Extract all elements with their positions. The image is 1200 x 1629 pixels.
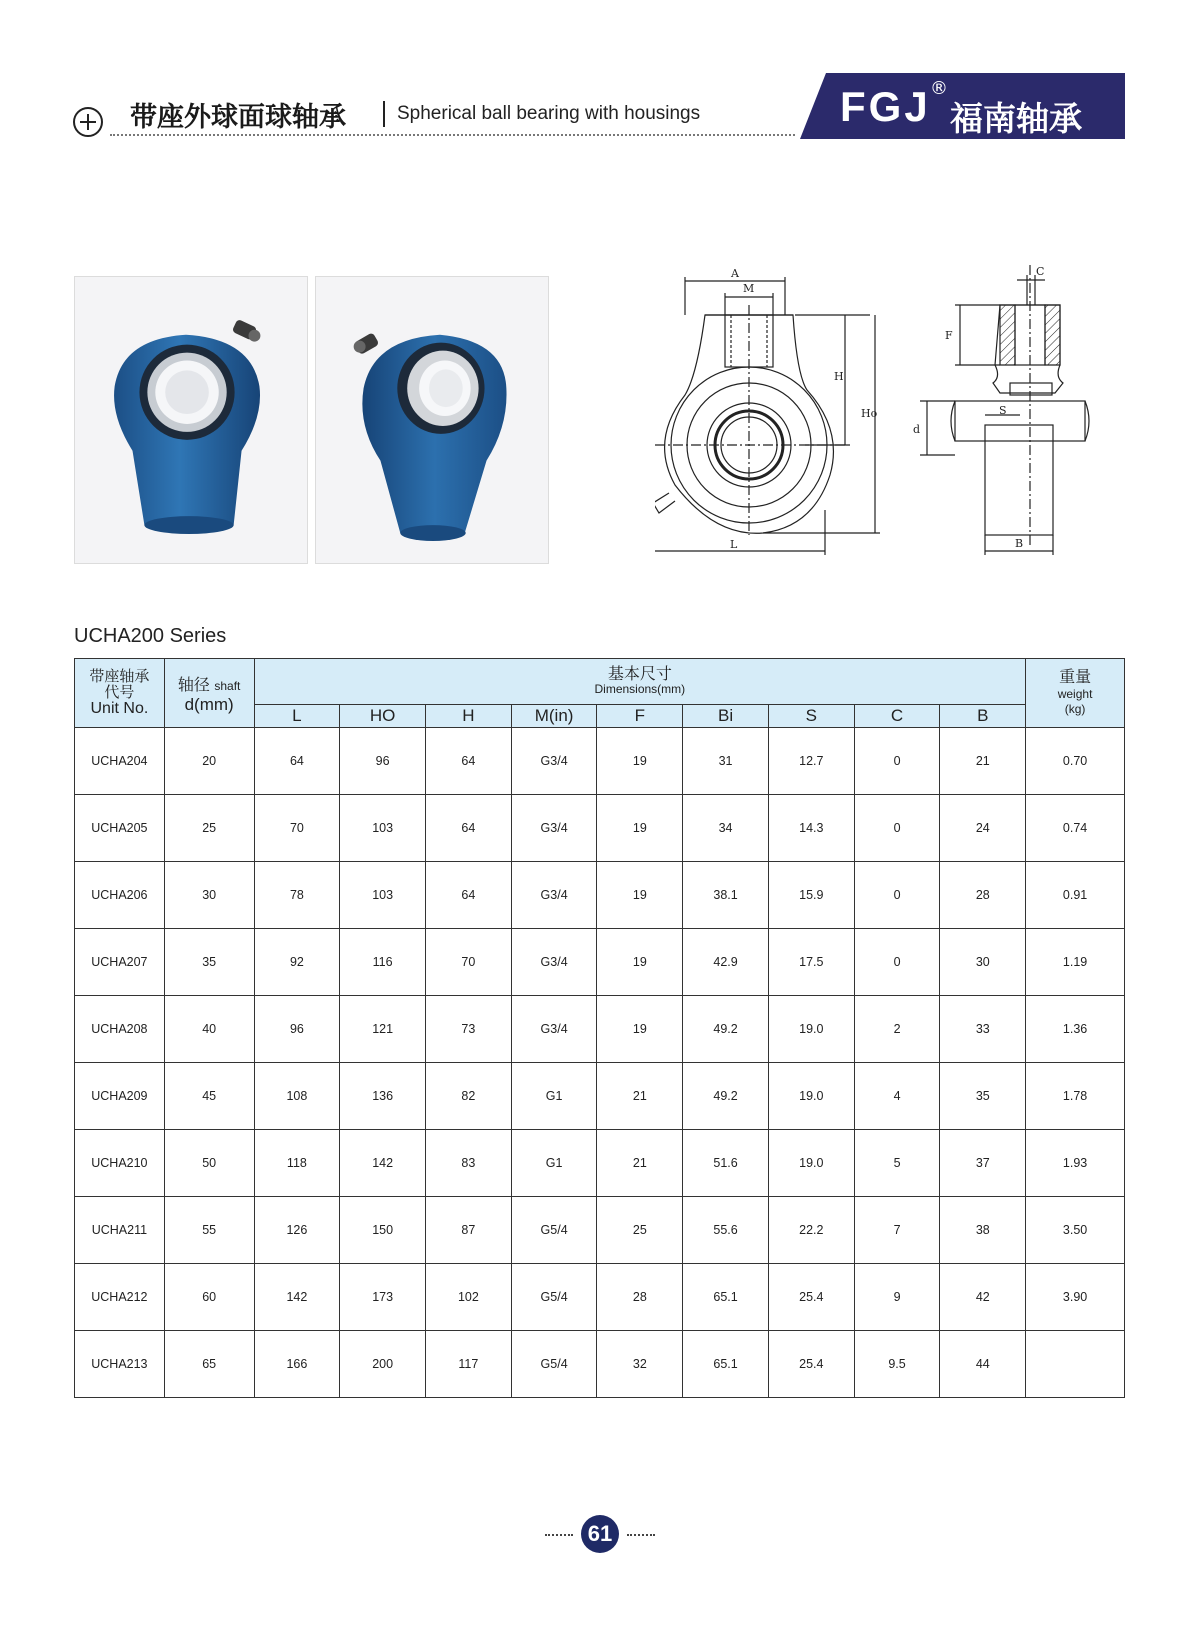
- table-cell: 64: [254, 728, 340, 795]
- table-cell: 20: [164, 728, 254, 795]
- dim-label-b: B: [1015, 537, 1024, 550]
- header-shaft-en-small: shaft: [214, 678, 241, 693]
- table-cell: 19: [597, 728, 683, 795]
- header-unit-cn-2: 代号: [104, 684, 135, 701]
- table-cell: 7: [854, 1197, 940, 1264]
- header-col: S: [768, 705, 854, 728]
- table-cell: 96: [340, 728, 426, 795]
- table-cell: UCHA209: [75, 1063, 165, 1130]
- header-title-en: Spherical ball bearing with housings: [397, 103, 701, 124]
- table-cell: G3/4: [511, 728, 597, 795]
- table-cell: 21: [597, 1063, 683, 1130]
- header-unit-en: Unit No.: [90, 700, 149, 717]
- table-cell: 44: [940, 1331, 1026, 1398]
- header-col: Bi: [683, 705, 769, 728]
- table-cell: 28: [597, 1264, 683, 1331]
- table-cell: 65.1: [683, 1331, 769, 1398]
- table-cell: 30: [164, 862, 254, 929]
- table-cell: 25: [597, 1197, 683, 1264]
- header-dims-cn: 基本尺寸: [607, 666, 672, 683]
- table-cell: 28: [940, 862, 1026, 929]
- table-cell: 142: [254, 1264, 340, 1331]
- table-cell: 15.9: [768, 862, 854, 929]
- table-cell: 9.5: [854, 1331, 940, 1398]
- table-cell: 24: [940, 795, 1026, 862]
- table-cell: 1.19: [1026, 929, 1125, 996]
- table-row: [75, 1130, 1125, 1197]
- header-weight-cn: 重量: [1059, 669, 1092, 686]
- table-cell: UCHA208: [75, 996, 165, 1063]
- table-cell: UCHA210: [75, 1130, 165, 1197]
- table-cell: 1.36: [1026, 996, 1125, 1063]
- table-cell: 49.2: [683, 996, 769, 1063]
- table-cell: 19: [597, 996, 683, 1063]
- table-cell: 126: [254, 1197, 340, 1264]
- table-cell: 0.74: [1026, 795, 1125, 862]
- table-cell: 2: [854, 996, 940, 1063]
- table-cell: 0: [854, 795, 940, 862]
- table-cell: 136: [340, 1063, 426, 1130]
- table-cell: 173: [340, 1264, 426, 1331]
- table-cell: 12.7: [768, 728, 854, 795]
- table-cell: 38: [940, 1197, 1026, 1264]
- table-cell: G5/4: [511, 1331, 597, 1398]
- table-row: [75, 795, 1125, 862]
- table-cell: UCHA211: [75, 1197, 165, 1264]
- table-cell: 19: [597, 795, 683, 862]
- product-photo-front: [74, 276, 308, 564]
- table-cell: 17.5: [768, 929, 854, 996]
- page-number-dash-right: [627, 1534, 655, 1536]
- table-cell: 19: [597, 862, 683, 929]
- table-cell: 0.70: [1026, 728, 1125, 795]
- header-col: M(in): [511, 705, 597, 728]
- header-unit-no: [75, 659, 165, 728]
- table-row: [75, 1197, 1125, 1264]
- table-cell: 19.0: [768, 1130, 854, 1197]
- table-cell: 1.93: [1026, 1130, 1125, 1197]
- table-cell: UCHA213: [75, 1331, 165, 1398]
- table-cell: 55: [164, 1197, 254, 1264]
- table-cell: 83: [426, 1130, 512, 1197]
- header-col: F: [597, 705, 683, 728]
- table-cell: UCHA212: [75, 1264, 165, 1331]
- series-title: UCHA200 Series: [74, 625, 227, 647]
- table-cell: G5/4: [511, 1264, 597, 1331]
- table-cell: 30: [940, 929, 1026, 996]
- table-cell: 200: [340, 1331, 426, 1398]
- header-col: H: [426, 705, 512, 728]
- table-cell: 0: [854, 929, 940, 996]
- table-cell: 96: [254, 996, 340, 1063]
- dim-label-c: C: [1036, 265, 1045, 278]
- table-cell: 108: [254, 1063, 340, 1130]
- table-row: [75, 728, 1125, 795]
- header-col: L: [254, 705, 340, 728]
- table-row: [75, 996, 1125, 1063]
- table-row: [75, 929, 1125, 996]
- header-shaft-en: d(mm): [184, 694, 234, 714]
- table-cell: 42.9: [683, 929, 769, 996]
- table-cell: 21: [597, 1130, 683, 1197]
- table-cell: 0.91: [1026, 862, 1125, 929]
- table-cell: UCHA206: [75, 862, 165, 929]
- table-cell: 3.50: [1026, 1197, 1125, 1264]
- table-cell: 166: [254, 1331, 340, 1398]
- table-cell: 22.2: [768, 1197, 854, 1264]
- table-cell: [1026, 1331, 1125, 1398]
- header-weight: [1026, 659, 1125, 728]
- header-shaft: [164, 659, 254, 728]
- table-cell: G3/4: [511, 929, 597, 996]
- table-cell: 92: [254, 929, 340, 996]
- brand-logo-text: FGJ: [840, 83, 931, 130]
- header-shaft-cn: 轴径: [177, 676, 210, 694]
- dim-label-d: d: [913, 423, 921, 436]
- dim-label-s: S: [999, 404, 1007, 417]
- table-cell: 65.1: [683, 1264, 769, 1331]
- table-cell: 64: [426, 795, 512, 862]
- table-cell: 37: [940, 1130, 1026, 1197]
- table-cell: 9: [854, 1264, 940, 1331]
- header-title-cn: 带座外球面球轴承: [130, 102, 346, 133]
- header-col: B: [940, 705, 1026, 728]
- dim-label-h: H: [834, 370, 844, 383]
- header-unit-cn-1: 带座轴承: [89, 668, 150, 685]
- table-cell: G1: [511, 1130, 597, 1197]
- table-cell: 103: [340, 862, 426, 929]
- header-separator: [383, 101, 385, 127]
- table-cell: 121: [340, 996, 426, 1063]
- table-cell: 32: [597, 1331, 683, 1398]
- table-cell: 49.2: [683, 1063, 769, 1130]
- table-cell: UCHA204: [75, 728, 165, 795]
- table-cell: 82: [426, 1063, 512, 1130]
- page-number: 61: [581, 1515, 619, 1553]
- table-cell: 118: [254, 1130, 340, 1197]
- dim-label-ho: Ho: [861, 407, 878, 420]
- table-cell: 35: [940, 1063, 1026, 1130]
- table-cell: 25.4: [768, 1331, 854, 1398]
- spec-table: [74, 658, 1125, 1398]
- table-cell: 51.6: [683, 1130, 769, 1197]
- table-cell: 1.78: [1026, 1063, 1125, 1130]
- table-cell: 50: [164, 1130, 254, 1197]
- table-cell: UCHA205: [75, 795, 165, 862]
- table-cell: 87: [426, 1197, 512, 1264]
- table-cell: 21: [940, 728, 1026, 795]
- table-cell: UCHA207: [75, 929, 165, 996]
- table-cell: 65: [164, 1331, 254, 1398]
- table-cell: 42: [940, 1264, 1026, 1331]
- table-cell: 19: [597, 929, 683, 996]
- dim-label-l: L: [730, 538, 738, 551]
- brand-name-cn: 福南轴承: [950, 99, 1082, 138]
- dim-label-a: A: [731, 267, 739, 280]
- table-cell: 33: [940, 996, 1026, 1063]
- product-photo-angled: [315, 276, 549, 564]
- table-cell: 0: [854, 862, 940, 929]
- technical-drawing: [655, 265, 1125, 575]
- header-col: HO: [340, 705, 426, 728]
- table-cell: G5/4: [511, 1197, 597, 1264]
- table-cell: G3/4: [511, 996, 597, 1063]
- table-row: [75, 1264, 1125, 1331]
- table-cell: 60: [164, 1264, 254, 1331]
- table-cell: 4: [854, 1063, 940, 1130]
- table-cell: G3/4: [511, 862, 597, 929]
- dim-label-f: F: [945, 329, 953, 342]
- brand-registered-mark: ®: [930, 78, 948, 99]
- table-cell: 73: [426, 996, 512, 1063]
- table-cell: 102: [426, 1264, 512, 1331]
- table-cell: 40: [164, 996, 254, 1063]
- table-cell: 5: [854, 1130, 940, 1197]
- table-cell: 3.90: [1026, 1264, 1125, 1331]
- table-cell: 14.3: [768, 795, 854, 862]
- table-row: [75, 1063, 1125, 1130]
- table-row: [75, 1331, 1125, 1398]
- table-row: [75, 862, 1125, 929]
- table-cell: 70: [426, 929, 512, 996]
- table-cell: 103: [340, 795, 426, 862]
- table-cell: 35: [164, 929, 254, 996]
- table-cell: 64: [426, 728, 512, 795]
- header-weight-unit: (kg): [1064, 702, 1086, 716]
- table-cell: 70: [254, 795, 340, 862]
- table-cell: 64: [426, 862, 512, 929]
- table-cell: 116: [340, 929, 426, 996]
- table-cell: 19.0: [768, 1063, 854, 1130]
- table-cell: 45: [164, 1063, 254, 1130]
- page-number-dash-left: [545, 1534, 573, 1536]
- dim-label-m: M: [743, 282, 755, 295]
- table-cell: 150: [340, 1197, 426, 1264]
- table-cell: 0: [854, 728, 940, 795]
- table-cell: 117: [426, 1331, 512, 1398]
- table-cell: 38.1: [683, 862, 769, 929]
- table-cell: 25: [164, 795, 254, 862]
- header-dimensions: [254, 659, 1026, 705]
- table-cell: 19.0: [768, 996, 854, 1063]
- table-cell: 78: [254, 862, 340, 929]
- table-cell: 55.6: [683, 1197, 769, 1264]
- header-dims-en: Dimensions(mm): [594, 682, 686, 696]
- table-cell: G3/4: [511, 795, 597, 862]
- header-dotted-line: [110, 134, 795, 136]
- table-cell: G1: [511, 1063, 597, 1130]
- table-cell: 142: [340, 1130, 426, 1197]
- header-col: C: [854, 705, 940, 728]
- plus-circle-icon: [73, 107, 103, 137]
- table-cell: 25.4: [768, 1264, 854, 1331]
- table-cell: 34: [683, 795, 769, 862]
- table-cell: 31: [683, 728, 769, 795]
- header-weight-en: weight: [1057, 687, 1093, 701]
